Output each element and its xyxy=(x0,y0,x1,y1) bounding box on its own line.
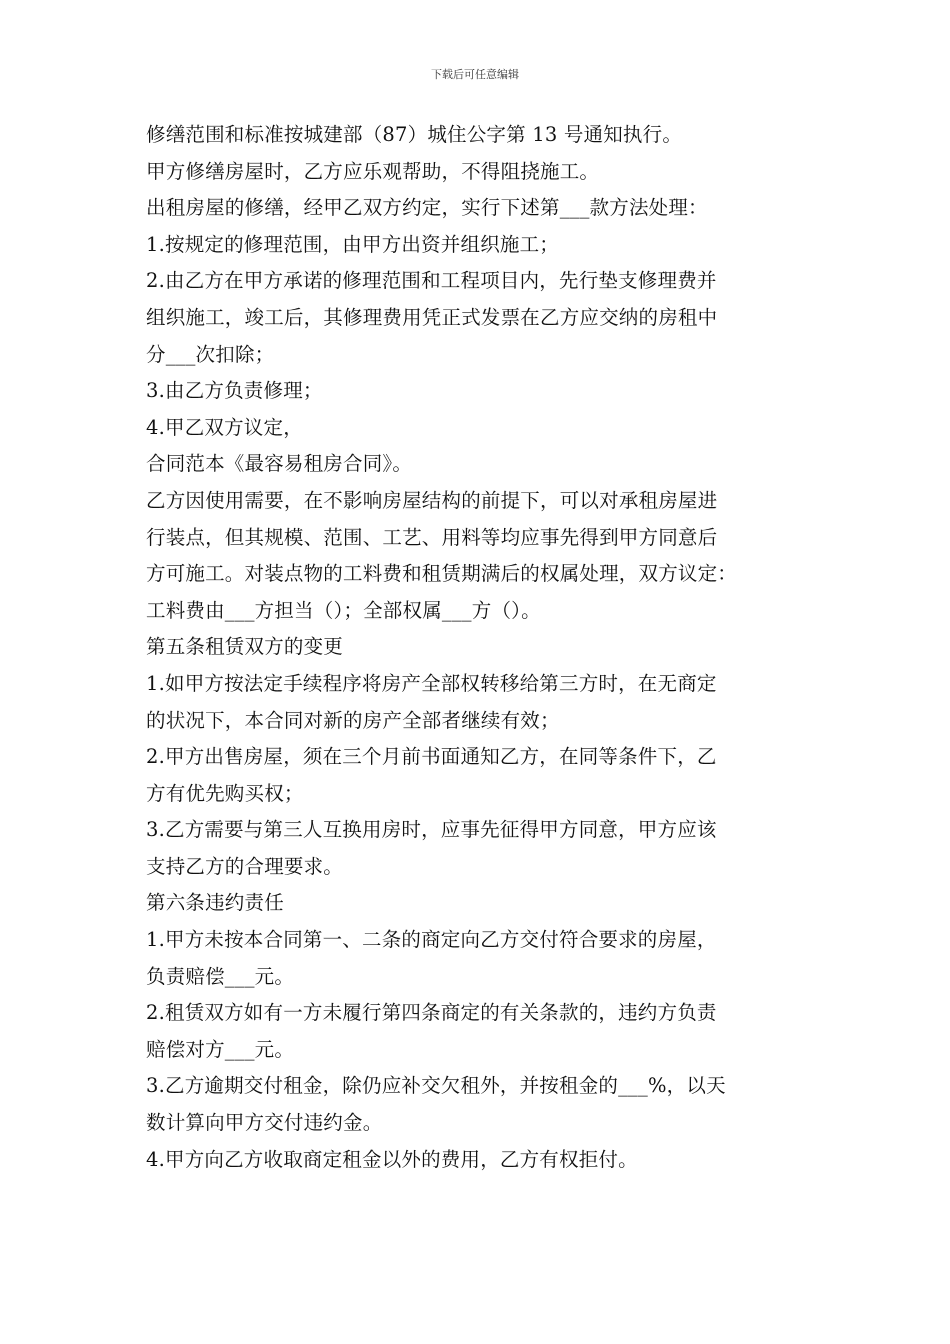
text-line: 3.乙方需要与第三人互换用房时，应事先征得甲方同意，甲方应该 xyxy=(146,818,717,842)
text-line: 4.甲方向乙方收取商定租金以外的费用，乙方有权拒付。 xyxy=(146,1147,638,1171)
text-line: 方可施工。对装点物的工料费和租赁期满后的权属处理，双方议定： xyxy=(146,562,738,586)
text-line: 2.租赁双方如有一方未履行第四条商定的有关条款的，违约方负责 xyxy=(146,1001,717,1025)
text-line: 1.如甲方按法定手续程序将房产全部权转移给第三方时，在无商定 xyxy=(146,671,717,695)
text-line: 1.按规定的修理范围，由甲方出资并组织施工； xyxy=(146,232,560,256)
text-line: 1.甲方未按本合同第一、二条的商定向乙方交付符合要求的房屋， xyxy=(146,928,717,952)
text-line: 组织施工，竣工后，其修理费用凭正式发票在乙方应交纳的房租中 xyxy=(146,305,718,329)
text-line: 分___次扣除； xyxy=(146,342,275,366)
text-line: 乙方因使用需要，在不影响房屋结构的前提下，可以对承租房屋进 xyxy=(146,488,718,512)
text-line: 3.乙方逾期交付租金，除仍应补交欠租外，并按租金的___%，以天 xyxy=(146,1074,726,1098)
text-line: 2.甲方出售房屋，须在三个月前书面通知乙方，在同等条件下，乙 xyxy=(146,745,717,769)
text-line: 行装点，但其规模、范围、工艺、用料等均应事先得到甲方同意后 xyxy=(146,525,718,549)
text-line: 3.由乙方负责修理； xyxy=(146,379,323,403)
text-line: 出租房屋的修缮，经甲乙双方约定，实行下述第___款方法处理： xyxy=(146,196,708,220)
text-line: 方有优先购买权； xyxy=(146,781,304,805)
text-line: 修缮范围和标准按城建部（87）城住公字第 13 号通知执行。 xyxy=(146,123,683,146)
document-body xyxy=(146,117,846,1178)
text-line: 的状况下，本合同对新的房产全部者继续有效； xyxy=(146,708,560,732)
text-line: 工料费由___方担当（）；全部权属___方（）。 xyxy=(146,598,541,622)
text-line: 甲方修缮房屋时，乙方应乐观帮助，不得阻挠施工。 xyxy=(146,159,600,183)
text-line: 2.由乙方在甲方承诺的修理范围和工程项目内，先行垫支修理费并 xyxy=(146,269,717,293)
text-line: 支持乙方的合理要求。 xyxy=(146,854,344,878)
text-line: 4.甲乙双方议定， xyxy=(146,415,303,439)
text-line: 数计算向甲方交付违约金。 xyxy=(146,1111,383,1135)
section-heading: 第五条租赁双方的变更 xyxy=(146,635,344,659)
page-header: 下载后可任意编辑 xyxy=(431,68,519,81)
text-line: 赔偿对方___元。 xyxy=(146,1037,295,1061)
section-heading: 第六条违约责任 xyxy=(146,891,284,915)
text-line: 负责赔偿___元。 xyxy=(146,964,295,988)
text-line: 合同范本《最容易租房合同》。 xyxy=(146,452,413,476)
